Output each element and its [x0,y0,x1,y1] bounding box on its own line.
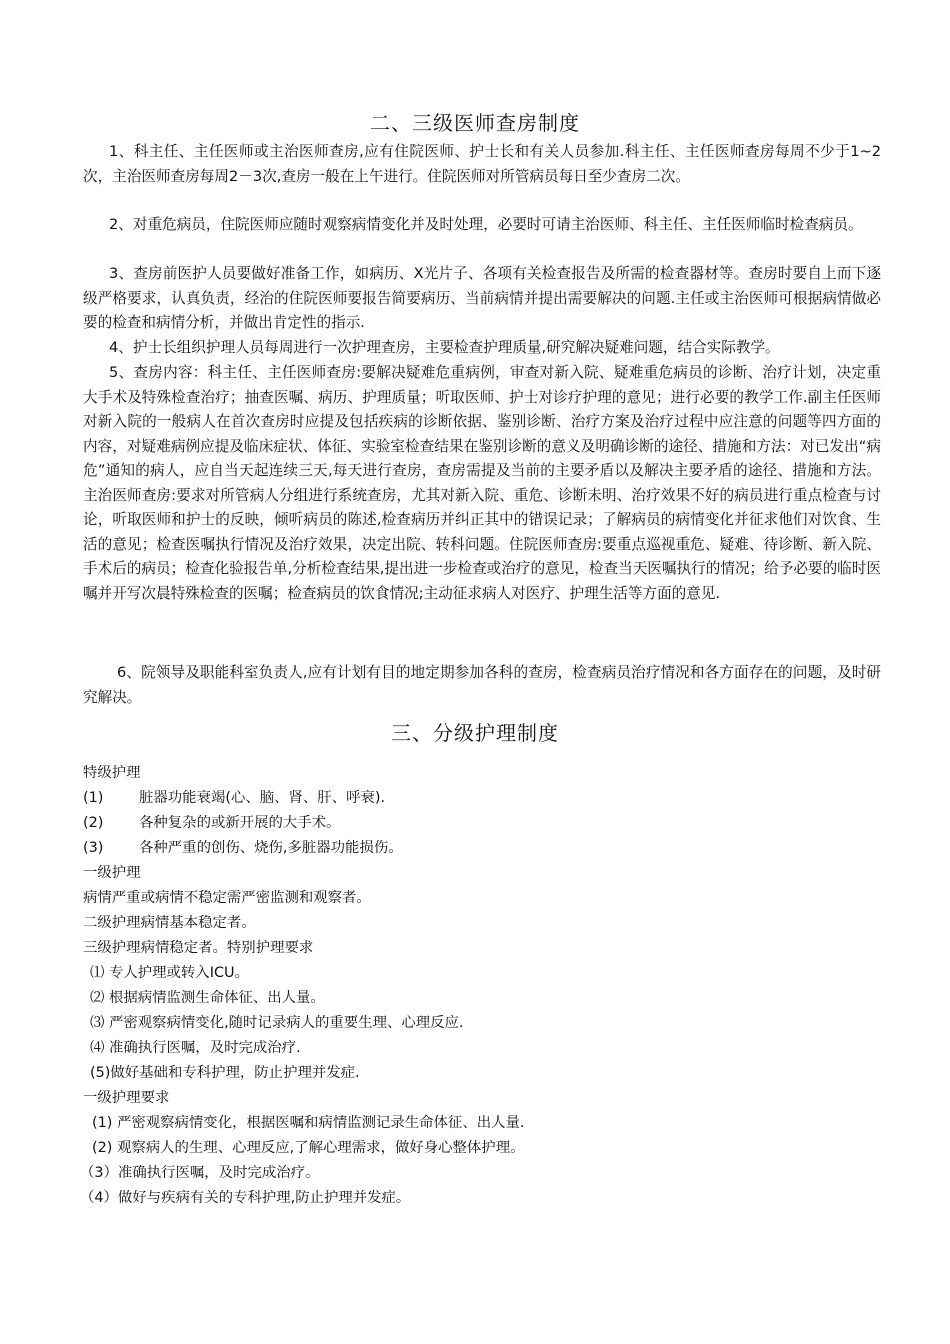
section2-paragraph-3: 3、查房前医护人员要做好准备工作，如病历、X光片子、各项有关检查报告及所需的检查器材等。查房时要自上而下逐级严格要求，认真负责，经治的住院医师要报告简要病历、当前病情并提出需要解决的问题.主任或主治医师可根据病情做必要的检查和病情分析，并做出肯定性的指示. [83,265,881,331]
special-requirement-2: ⑵ 根据病情监测生命体征、出人量。 [90,990,325,1006]
section3-heading: 三、分级护理制度 [391,721,559,745]
level1-requirement-2: (2) 观察病人的生理、心理反应,了解心理需求，做好身心整体护理。 [92,1140,525,1156]
section2-paragraph-4: 4、护士长组织护理人员每周进行一次护理查房，主要检查护理质量,研究解决疑难问题，结合实际教学。 [109,339,780,356]
list-item [83,786,385,810]
level1-requirement-1: (1) 严密观察病情变化，根据医嘱和病情监测记录生命体征、出人量. [92,1115,525,1131]
level2-care-description: 二级护理病情基本稳定者。 [83,915,256,931]
list-item [83,811,340,835]
special-requirement-3: ⑶ 严密观察病情变化,随时记录病人的重要生理、心理反应. [90,1015,464,1031]
level1-care-description: 病情严重或病情不稳定需严密监测和观察者。 [83,890,371,906]
list-item [83,836,403,860]
item-number: (2) [83,815,104,831]
section2-paragraph-1: 1、科主任、主任医师或主治医师查房,应有住院医师、护士长和有关人员参加.科主任、主任医师查房每周不少于1~2次，主治医师查房每周2－3次,查房一般在上午进行。住院医师对所管病员每日至少查房二次。 [83,143,881,185]
special-requirement-4: ⑷ 准确执行医嘱，及时完成治疗. [90,1040,301,1056]
level1-care-title: 一级护理 [83,865,141,881]
section2-paragraph-5: 5、查房内容：科主任、主任医师查房:要解决疑难危重病例，审查对新入院、疑难重危病员的诊断、治疗计划，决定重大手术及特殊检查治疗；抽查医嘱、病历、护理质量；听取医师、护士对诊疗护理的意见；进行必要的教学工作.副主任医师对新入院的一般病人在首次查房时应提及包括疾病的诊断依据、鉴别诊断、治疗方案及治疗过程中应注意的问题等四方面的内容，对疑难病例应提及临床症状、体征、实验室检查结果在鉴别诊断的意义及明确诊断的途径、措施和方法：对已发出“病危”通知的病人，应自当天起连续三天,每天进行查房，查房需提及当前的主要矛盾以及解决主要矛盾的途径、措施和方法。主治医师查房:要求对所管病人分组进行系统查房，尤其对新入院、重危、诊断未明、治疗效果不好的病员进行重点检查与讨论，听取医师和护士的反映，倾听病员的陈述,检查病历并纠正其中的错误记录；了解病员的病情变化并征求他们对饮食、生活的意见；检查医嘱执行情况及治疗效果，决定出院、转科问题。住院医师查房:要重点巡视重危、疑难、待诊断、新入院、手术后的病员；检查化验报告单,分析检查结果,提出进一步检查或治疗的意见，检查当天医嘱执行的情况；给予必要的临时医嘱并开写次晨特殊检查的医嘱；检查病员的饮食情况;主动征求病人对医疗、护理生活等方面的意见. [83,364,881,602]
item-text: 各种严重的创伤、烧伤,多脏器功能损伤。 [139,840,403,856]
special-requirement-5: (5)做好基础和专科护理，防止护理并发症. [90,1065,360,1081]
special-requirement-1: ⑴ 专人护理或转入ICU。 [90,965,249,981]
item-number: (1) [83,790,104,806]
special-care-title: 特级护理 [83,765,141,781]
item-text: 各种复杂的或新开展的大手术。 [139,815,341,831]
item-number: (3) [83,840,104,856]
level1-requirements-title: 一级护理要求 [83,1090,170,1106]
level1-requirement-4: （4）做好与疾病有关的专科护理,防止护理并发症。 [80,1190,411,1206]
section2-paragraph-2: 2、对重危病员，住院医师应随时观察病情变化并及时处理，必要时可请主治医师、科主任、主任医师临时检查病员。 [109,216,863,233]
section2-heading: 二、三级医师查房制度 [370,111,580,135]
level1-requirement-3: （3）准确执行医嘱，及时完成治疗。 [80,1165,320,1181]
item-text: 脏器功能衰竭(心、脑、肾、肝、呼衰). [139,790,386,806]
level3-care-description: 三级护理病情稳定者。特别护理要求 [83,940,314,956]
section2-paragraph-6: 6、院领导及职能科室负责人,应有计划有目的地定期参加各科的查房，检查病员治疗情况和各方面存在的问题，及时研究解决。 [83,664,881,706]
